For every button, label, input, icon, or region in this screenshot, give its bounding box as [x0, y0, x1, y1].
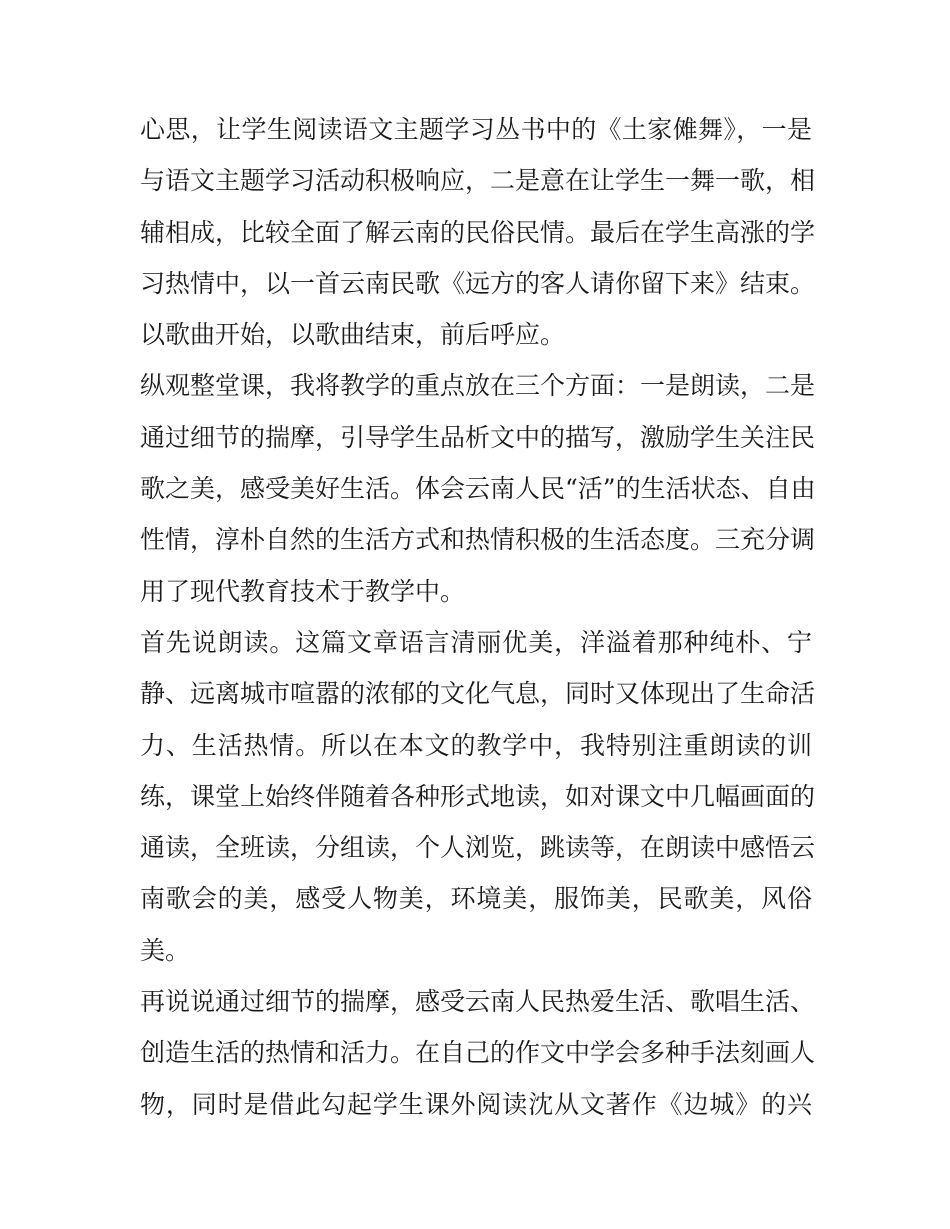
text-line: 纵观整堂课，我将教学的重点放在三个方面：一是朗读，二是	[140, 371, 816, 401]
text-line: 静、远离城市喧嚣的浓郁的文化气息，同时又体现出了生命活	[140, 679, 816, 709]
text-line: 首先说朗读。这篇文章语言清丽优美，洋溢着那种纯朴、宁	[140, 627, 812, 657]
text-line: 创造生活的热情和活力。在自己的作文中学会多种手法刻画人	[140, 1038, 816, 1068]
text-line: 与语文主题学习活动积极响应，二是意在让学生一舞一歌，相	[140, 166, 816, 196]
text-line: 美。	[140, 935, 191, 965]
text-line: 用了现代教育技术于教学中。	[140, 576, 466, 606]
text-line: 通过细节的揣摩，引导学生品析文中的描写，激励学生关注民	[140, 422, 816, 452]
text-line: 心思，让学生阅读语文主题学习丛书中的《土家傩舞》，一是	[140, 115, 812, 144]
text-line: 性情，淳朴自然的生活方式和热情积极的生活态度。三充分调	[140, 525, 816, 555]
document-body-text	[140, 104, 816, 1130]
text-line: 物，同时是借此勾起学生课外阅读沈从文著作《边城》的兴	[140, 1089, 812, 1119]
text-line: 力、生活热情。所以在本文的教学中，我特别注重朗读的训	[140, 730, 812, 760]
text-line: 歌之美，感受美好生活。体会云南人民“活”的生活状态、自由	[140, 474, 816, 504]
text-line: 练，课堂上始终伴随着各种形式地读，如对课文中几幅画面的	[140, 781, 816, 811]
text-line: 再说说通过细节的揣摩，感受云南人民热爱生活、歌唱生活、	[140, 987, 816, 1017]
text-line: 辅相成，比较全面了解云南的民俗民情。最后在学生高涨的学	[140, 217, 816, 247]
text-line: 南歌会的美，感受人物美，环境美，服饰美，民歌美，风俗	[140, 884, 812, 914]
text-line: 习热情中，以一首云南民歌《远方的客人请你留下来》结束。	[140, 268, 816, 298]
text-line: 以歌曲开始，以歌曲结束，前后呼应。	[140, 320, 566, 350]
text-line: 通读，全班读，分组读，个人浏览，跳读等，在朗读中感悟云	[140, 833, 816, 863]
